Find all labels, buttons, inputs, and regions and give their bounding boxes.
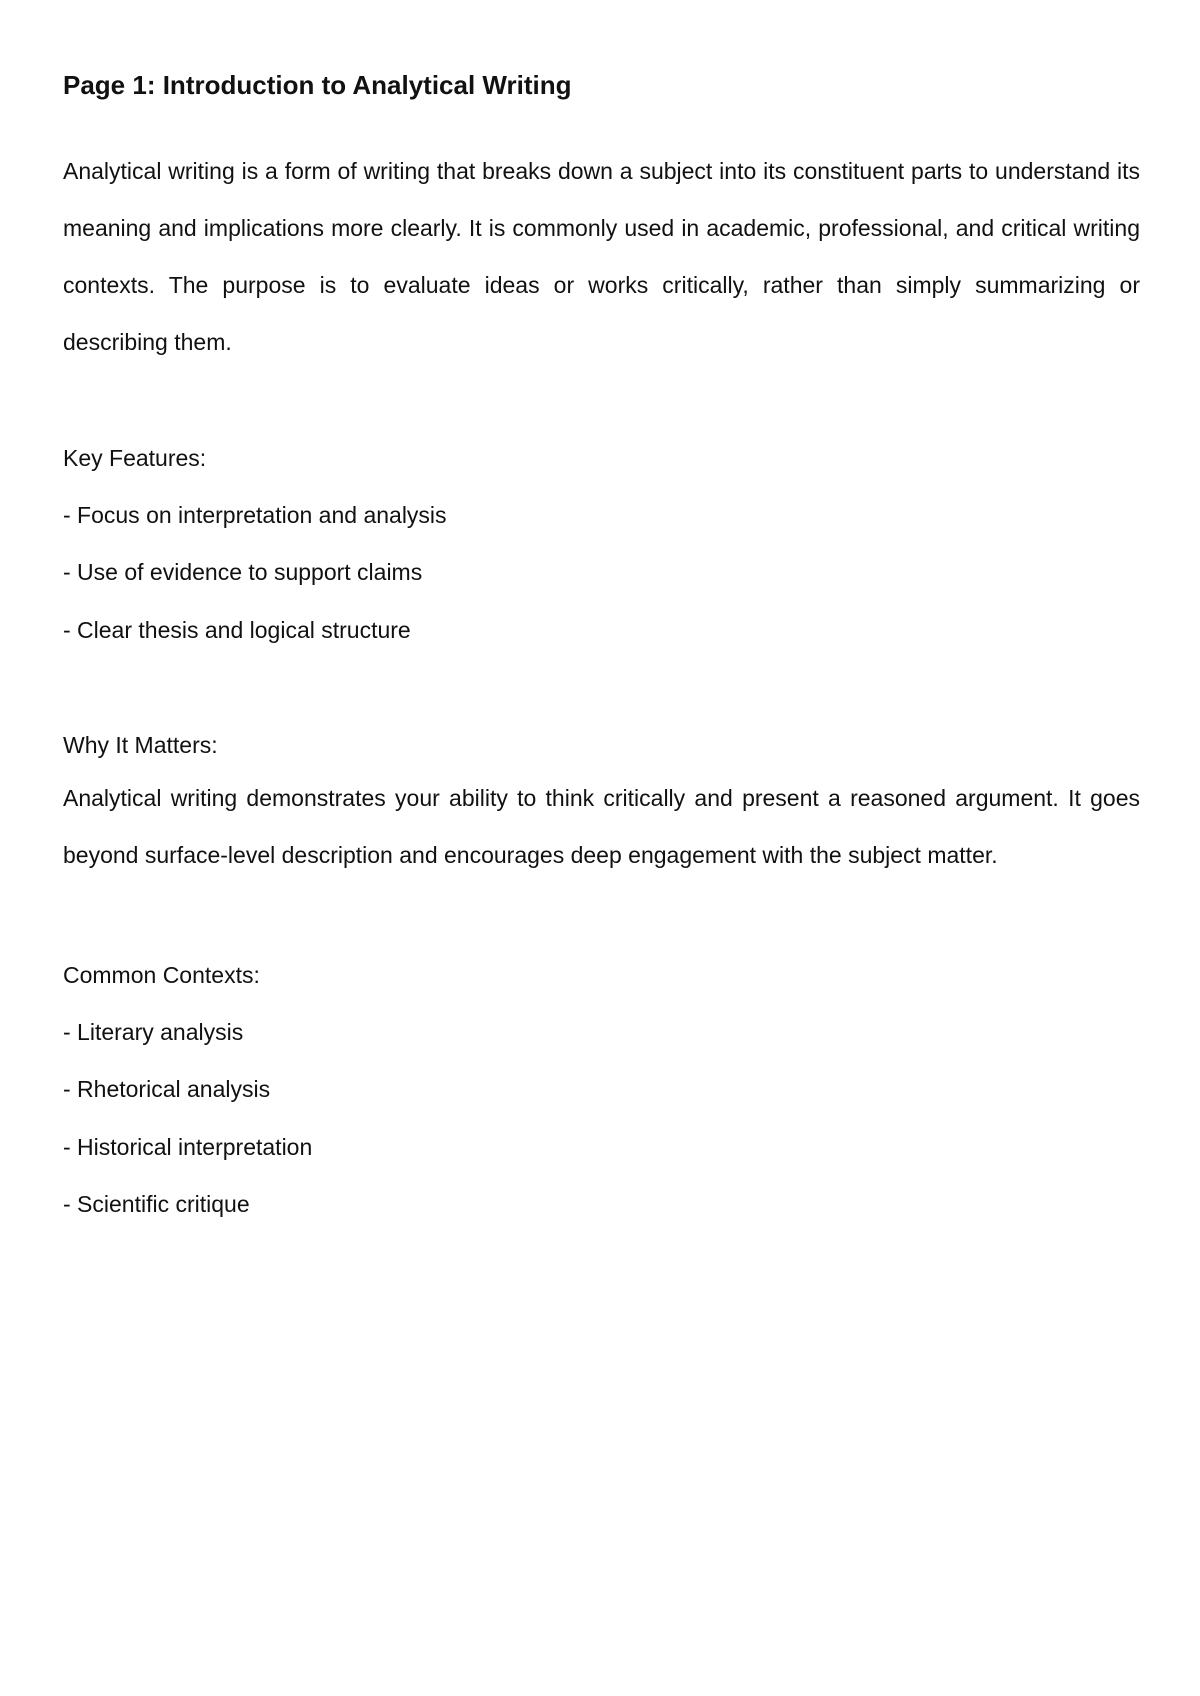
key-feature-item: - Clear thesis and logical structure	[63, 617, 411, 643]
common-context-item: - Scientific critique	[63, 1191, 250, 1217]
common-context-item: - Literary analysis	[63, 1019, 244, 1045]
key-feature-item: - Use of evidence to support claims	[63, 559, 423, 585]
why-it-matters-heading: Why It Matters:	[63, 732, 218, 758]
common-context-item: - Rhetorical analysis	[63, 1076, 271, 1102]
common-contexts-heading: Common Contexts:	[63, 962, 260, 988]
common-context-item: - Historical interpretation	[63, 1134, 313, 1160]
document-page	[63, 0, 1140, 1696]
key-feature-item: - Focus on interpretation and analysis	[63, 502, 447, 528]
key-features-heading: Key Features:	[63, 445, 207, 471]
page-title: Page 1: Introduction to Analytical Writing	[63, 70, 572, 100]
intro-paragraph: Analytical writing is a form of writing that breaks down a subject into its constituent parts to understand its meaning and implications more clearly. It is commonly used in academic, professional, and critical writing contexts. The purpose is to evaluate ideas or works critically, rather than simply summarizing or describing them.	[63, 158, 1140, 355]
why-it-matters-paragraph: Analytical writing demonstrates your ability to think critically and present a reasoned argument. It goes beyond surface-level description and encourages deep engagement with the subject matter.	[63, 785, 1140, 868]
